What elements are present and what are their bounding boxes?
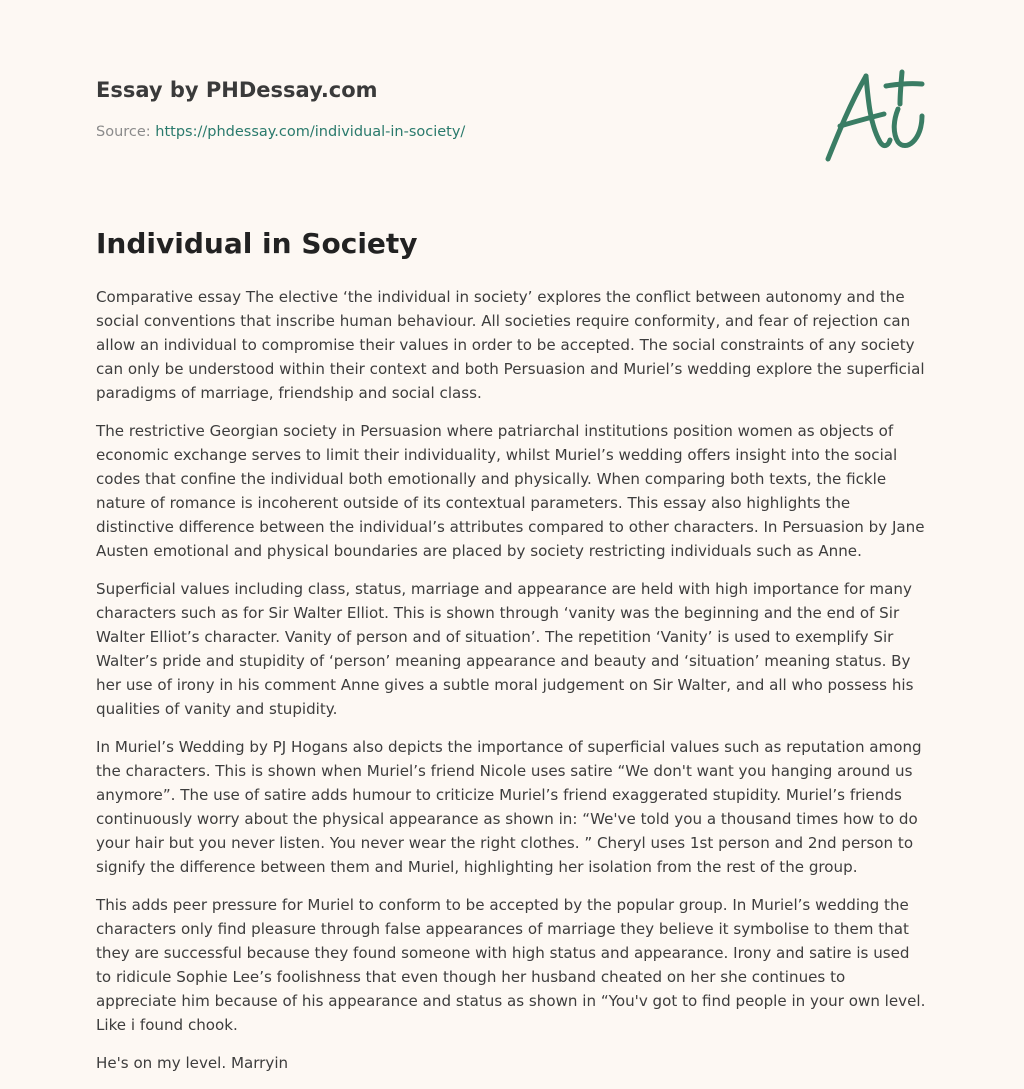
source-line [96, 122, 796, 142]
essay-paragraph: This adds peer pressure for Muriel to conform to be accepted by the popular group. In Muriel’s wedding the characters only find pleasure through false appearances of marriage they believe it symbolise to them that they are successful because they found someone with high status and appearance. Irony and satire is used to ridicule Sophie Lee’s foolishness that even though her husband cheated on her she continues to appreciate him because of his appearance and status as shown in “You'v got to find people in your own level. Like i found chook. [96, 896, 926, 1034]
aplus-logo-icon [818, 64, 930, 168]
essay-body [96, 285, 928, 1089]
essay-paragraph: Comparative essay The elective ‘the individual in society’ explores the conflict between autonomy and the social conventions that inscribe human behaviour. All societies require conformity, and fear of rejection can allow an individual to compromise their values in order to be accepted. The social constraints of any society can only be understood within their context and both Persuasion and Muriel’s wedding explore the superficial paradigms of marriage, friendship and social class. [96, 288, 925, 402]
essay-paragraph: The restrictive Georgian society in Persuasion where patriarchal institutions position women as objects of economic exchange serves to limit their individuality, whilst Muriel’s wedding offers insight into the social codes that confine the individual both emotionally and physically. When comparing both texts, the fickle nature of romance is incoherent outside of its contextual parameters. This essay also highlights the distinctive difference between the individual’s attributes compared to other characters. In Persuasion by Jane Austen emotional and physical boundaries are placed by society restricting individuals such as Anne. [96, 422, 925, 560]
source-link[interactable]: https://phdessay.com/individual-in-society/ [155, 124, 466, 140]
essay-title: Individual in Society [96, 227, 418, 260]
essay-paragraph: He's on my level. Marryin [96, 1054, 289, 1072]
site-brand: Essay by PHDessay.com [96, 78, 378, 102]
source-label: Source: [96, 124, 156, 140]
essay-paragraph: Superficial values including class, status, marriage and appearance are held with high importance for many characters such as for Sir Walter Elliot. This is shown through ‘vanity was the beginning and the end of Sir Walter Elliot’s character. Vanity of person and of situation’. The repetition ‘Vanity’ is used to exemplify Sir Walter’s pride and stupidity of ‘person’ meaning appearance and beauty and ‘situation’ meaning status. By her use of irony in his comment Anne gives a subtle moral judgement on Sir Walter, and all who possess his qualities of vanity and stupidity. [96, 580, 914, 718]
essay-header [96, 76, 796, 142]
essay-paragraph: In Muriel’s Wedding by PJ Hogans also depicts the importance of superficial values such as reputation among the characters. This is shown when Muriel’s friend Nicole uses satire “We don't want you hanging around us anymore”. The use of satire adds humour to criticize Muriel’s friend exaggerated stupidity. Muriel’s friends continuously worry about the physical appearance as shown in: “We've told you a thousand times how to do your hair but you never listen. You never wear the right clothes. ” Cheryl uses 1st person and 2nd person to signify the difference between them and Muriel, highlighting her isolation from the rest of the group. [96, 738, 922, 876]
